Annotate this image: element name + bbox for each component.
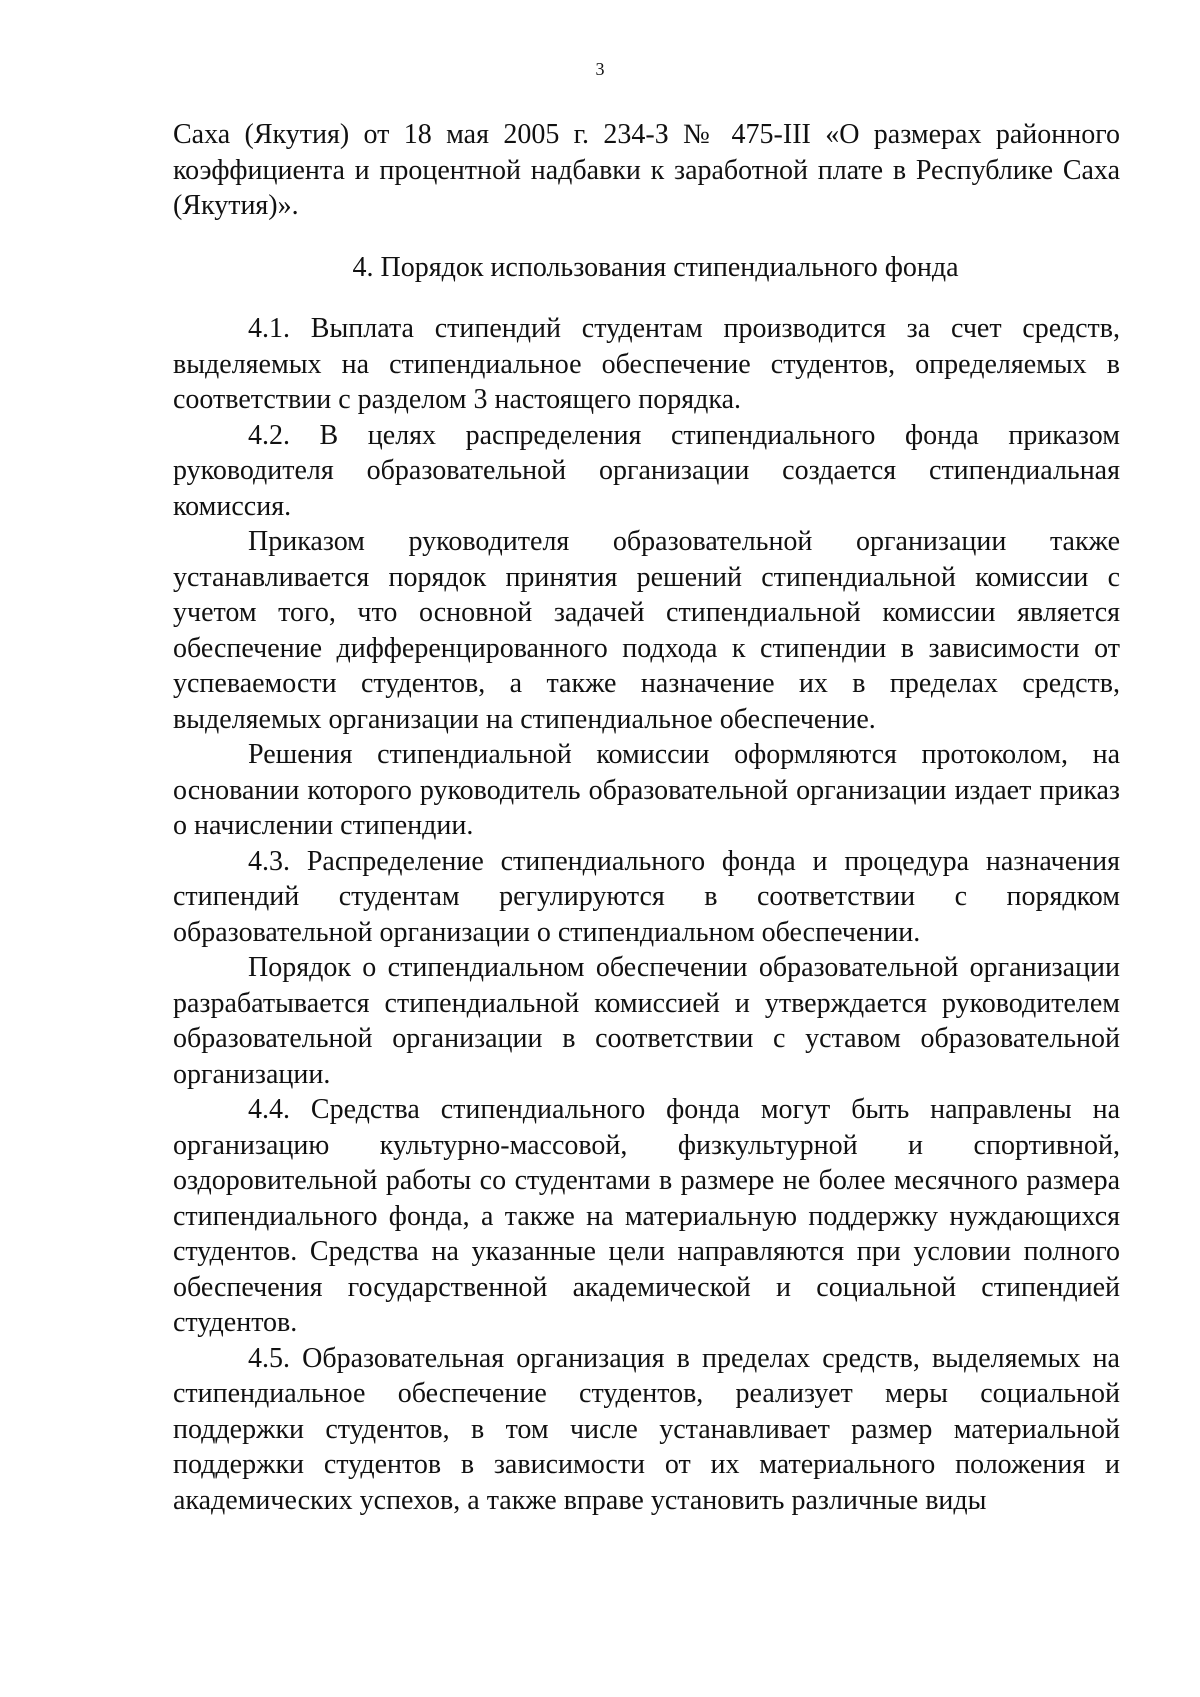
- page-number: 3: [595, 59, 605, 79]
- paragraph-4-1: 4.1. Выплата стипендий студентам производится за счет средств, выделяемых на стипендиальное обеспечение студентов, определяемых в соответствии с разделом 3 настоящего порядка.: [173, 313, 1120, 415]
- paragraph-stipend-regulation: Порядок о стипендиальном обеспечении образовательной организации разрабатывается стипендиальной комиссией и утверждается руководителем образовательной организации в соответствии с уставом образовательной организации.: [173, 952, 1120, 1090]
- document-body: [173, 117, 1120, 1518]
- section-heading: 4. Порядок использования стипендиального фонда: [352, 251, 959, 283]
- paragraph-4-3: 4.3. Распределение стипендиального фонда и процедура назначения стипендий студентам регулируются в соответствии с порядком образовательной организации о стипендиальном обеспечении.: [173, 845, 1120, 948]
- paragraph-4-2: 4.2. В целях распределения стипендиального фонда приказом руководителя образовательной организации создается стипендиальная комиссия.: [173, 419, 1120, 522]
- intro-paragraph: Саха (Якутия) от 18 мая 2005 г. 234-З № 475-III «О размерах районного коэффициента и процентной надбавки к заработной плате в Республике Саха (Якутия)».: [173, 119, 1120, 221]
- paragraph-commission-decisions: Решения стипендиальной комиссии оформляются протоколом, на основании которого руководитель образовательной организации издает приказ о начислении стипендии.: [173, 739, 1120, 841]
- paragraph-4-5: 4.5. Образовательная организация в пределах средств, выделяемых на стипендиальное обеспечение студентов, реализует меры социальной поддержки студентов, в том числе устанавливает размер материальной поддержки студентов в зависимости от их материального положения и академических успехов, а также вправе установить различные виды: [173, 1342, 1120, 1516]
- paragraph-order-procedure: Приказом руководителя образовательной организации также устанавливается порядок принятия решений стипендиальной комиссии с учетом того, что основной задачей стипендиальной комиссии является обеспечение дифференцированного подхода к стипендии в зависимости от успеваемости студентов, а также назначение их в пределах средств, выделяемых организации на стипендиальное обеспечение.: [173, 526, 1120, 735]
- paragraph-4-4: 4.4. Средства стипендиального фонда могут быть направлены на организацию культурно-массовой, физкультурной и спортивной, оздоровительной работы со студентами в размере не более месячного размера стипендиального фонда, а также на материальную поддержку нуждающихся студентов. Средства на указанные цели направляются при условии полного обеспечения государственной академической и социальной стипендией студентов.: [173, 1094, 1120, 1338]
